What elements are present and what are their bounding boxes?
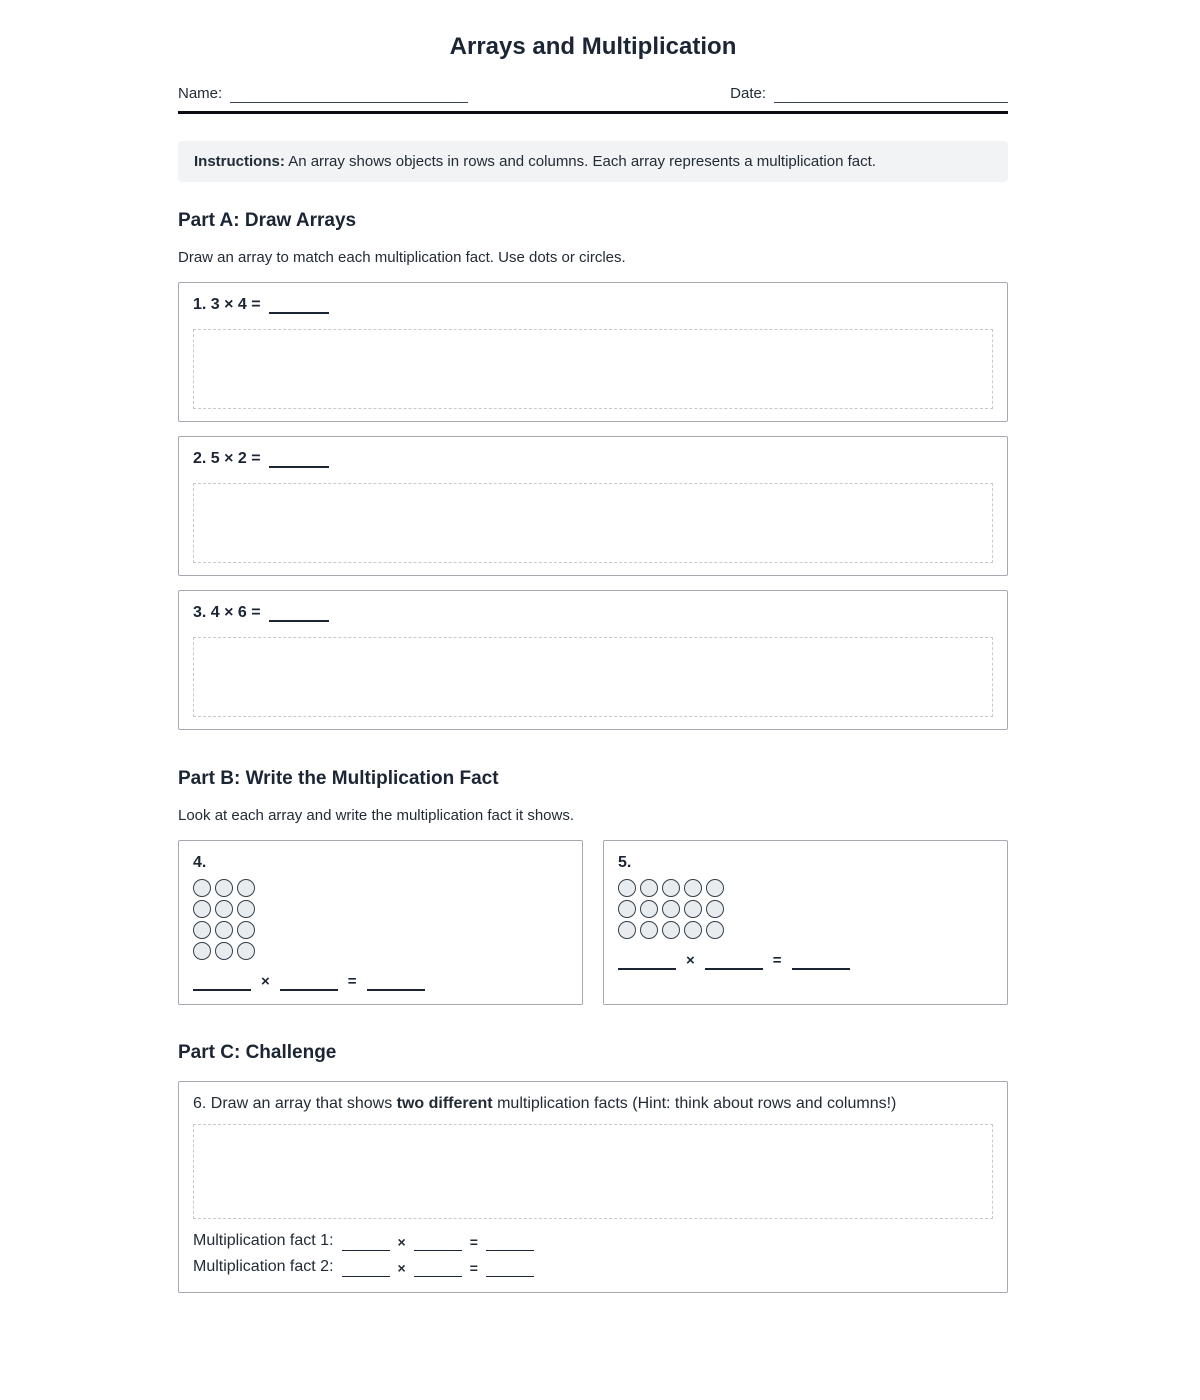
array-dot	[215, 900, 233, 918]
fact-1-factor2-blank	[414, 1237, 462, 1251]
date-label: Date:	[730, 85, 766, 102]
part-b-heading: Part B: Write the Multiplication Fact	[178, 768, 499, 789]
name-field	[178, 85, 468, 103]
array-4-equation	[193, 973, 568, 991]
array-4-product-blank	[367, 977, 425, 991]
array-circle-row	[193, 879, 568, 897]
array-dot	[215, 942, 233, 960]
fact-2-product-blank	[486, 1263, 534, 1277]
equals-symbol: =	[469, 1260, 478, 1276]
array-4-factor1-blank	[193, 977, 251, 991]
name-date-row	[178, 85, 1008, 103]
array-dot	[706, 921, 724, 939]
worksheet-page	[178, 0, 1008, 1293]
problem-box-3	[178, 590, 1008, 730]
array-dot	[215, 921, 233, 939]
date-write-line	[774, 87, 1008, 103]
name-write-line	[230, 87, 468, 103]
array-5-circle-grid	[618, 879, 993, 939]
problem-3-label: 3. 4 × 6 =	[193, 604, 261, 621]
array-dot	[662, 921, 680, 939]
instructions-text: An array shows objects in rows and columns. Each array represents a multiplication fact.	[288, 153, 876, 170]
fact-1-factor1-blank	[342, 1237, 390, 1251]
array-dot	[237, 942, 255, 960]
times-symbol: ×	[397, 1260, 406, 1276]
array-circle-row	[193, 921, 568, 939]
array-4-number: 4.	[193, 854, 207, 871]
part-b-array-row	[178, 840, 1008, 1005]
array-dot	[618, 900, 636, 918]
array-circle-row	[618, 921, 993, 939]
fact-1-label: Multiplication fact 1:	[193, 1232, 334, 1249]
challenge-draw-area	[193, 1124, 993, 1219]
fact-1-product-blank	[486, 1237, 534, 1251]
problem-1-draw-area	[193, 329, 993, 409]
problem-box-1	[178, 282, 1008, 422]
problem-3-answer-blank	[269, 607, 329, 622]
array-dot	[640, 879, 658, 897]
array-dot	[193, 900, 211, 918]
problem-2-label: 2. 5 × 2 =	[193, 450, 261, 467]
array-dot	[618, 921, 636, 939]
array-circle-row	[618, 879, 993, 897]
problem-2-answer-blank	[269, 453, 329, 468]
part-b-intro: Look at each array and write the multiplication fact it shows.	[178, 807, 575, 824]
array-circle-row	[618, 900, 993, 918]
array-dot	[706, 900, 724, 918]
times-symbol: ×	[397, 1234, 406, 1250]
fact-2-factor2-blank	[414, 1263, 462, 1277]
times-symbol: ×	[261, 973, 270, 990]
array-box-4	[178, 840, 583, 1005]
equals-symbol: =	[469, 1234, 478, 1250]
array-4-factor2-blank	[280, 977, 338, 991]
array-dot	[237, 879, 255, 897]
challenge-prompt-suffix: multiplication facts (Hint: think about rows and columns!)	[492, 1095, 897, 1112]
fact-2-label: Multiplication fact 2:	[193, 1258, 334, 1275]
array-5-equation	[618, 952, 993, 970]
array-5-number: 5.	[618, 854, 632, 871]
array-dot	[237, 921, 255, 939]
instructions-box	[178, 141, 1008, 182]
array-dot	[662, 879, 680, 897]
array-dot	[237, 900, 255, 918]
challenge-prompt	[193, 1095, 993, 1113]
problem-3-draw-area	[193, 637, 993, 717]
array-dot	[618, 879, 636, 897]
fact-line-2	[193, 1258, 993, 1277]
instructions-label: Instructions:	[194, 153, 285, 170]
fact-2-factor1-blank	[342, 1263, 390, 1277]
array-dot	[662, 900, 680, 918]
challenge-prompt-bold: two different	[396, 1095, 493, 1112]
array-dot	[684, 900, 702, 918]
problem-2-draw-area	[193, 483, 993, 563]
array-dot	[684, 879, 702, 897]
array-dot	[640, 921, 658, 939]
array-circle-row	[193, 900, 568, 918]
problem-1-label: 1. 3 × 4 =	[193, 296, 261, 313]
problem-1-answer-blank	[269, 299, 329, 314]
problem-3-label-row	[193, 604, 993, 622]
challenge-prompt-prefix: 6. Draw an array that shows	[193, 1095, 397, 1112]
problem-1-label-row	[193, 296, 993, 314]
problem-2-label-row	[193, 450, 993, 468]
fact-line-1	[193, 1232, 993, 1251]
problem-box-2	[178, 436, 1008, 576]
array-dot	[193, 942, 211, 960]
times-symbol: ×	[686, 952, 695, 969]
array-5-factor2-blank	[705, 956, 763, 970]
array-circle-row	[193, 942, 568, 960]
name-label: Name:	[178, 85, 223, 102]
part-a-intro: Draw an array to match each multiplication fact. Use dots or circles.	[178, 249, 626, 266]
array-5-factor1-blank	[618, 956, 676, 970]
array-box-5	[603, 840, 1008, 1005]
array-dot	[684, 921, 702, 939]
header-divider	[178, 111, 1008, 114]
equals-symbol: =	[772, 952, 782, 969]
array-dot	[193, 921, 211, 939]
array-dot	[193, 879, 211, 897]
array-dot	[215, 879, 233, 897]
challenge-box	[178, 1081, 1008, 1293]
page-title: Arrays and Multiplication	[449, 33, 737, 60]
array-dot	[706, 879, 724, 897]
array-5-product-blank	[792, 956, 850, 970]
equals-symbol: =	[347, 973, 357, 990]
array-dot	[640, 900, 658, 918]
array-4-circle-grid	[193, 879, 568, 960]
part-c-heading: Part C: Challenge	[178, 1042, 337, 1063]
part-a-heading: Part A: Draw Arrays	[178, 210, 357, 231]
date-field	[730, 85, 1008, 103]
